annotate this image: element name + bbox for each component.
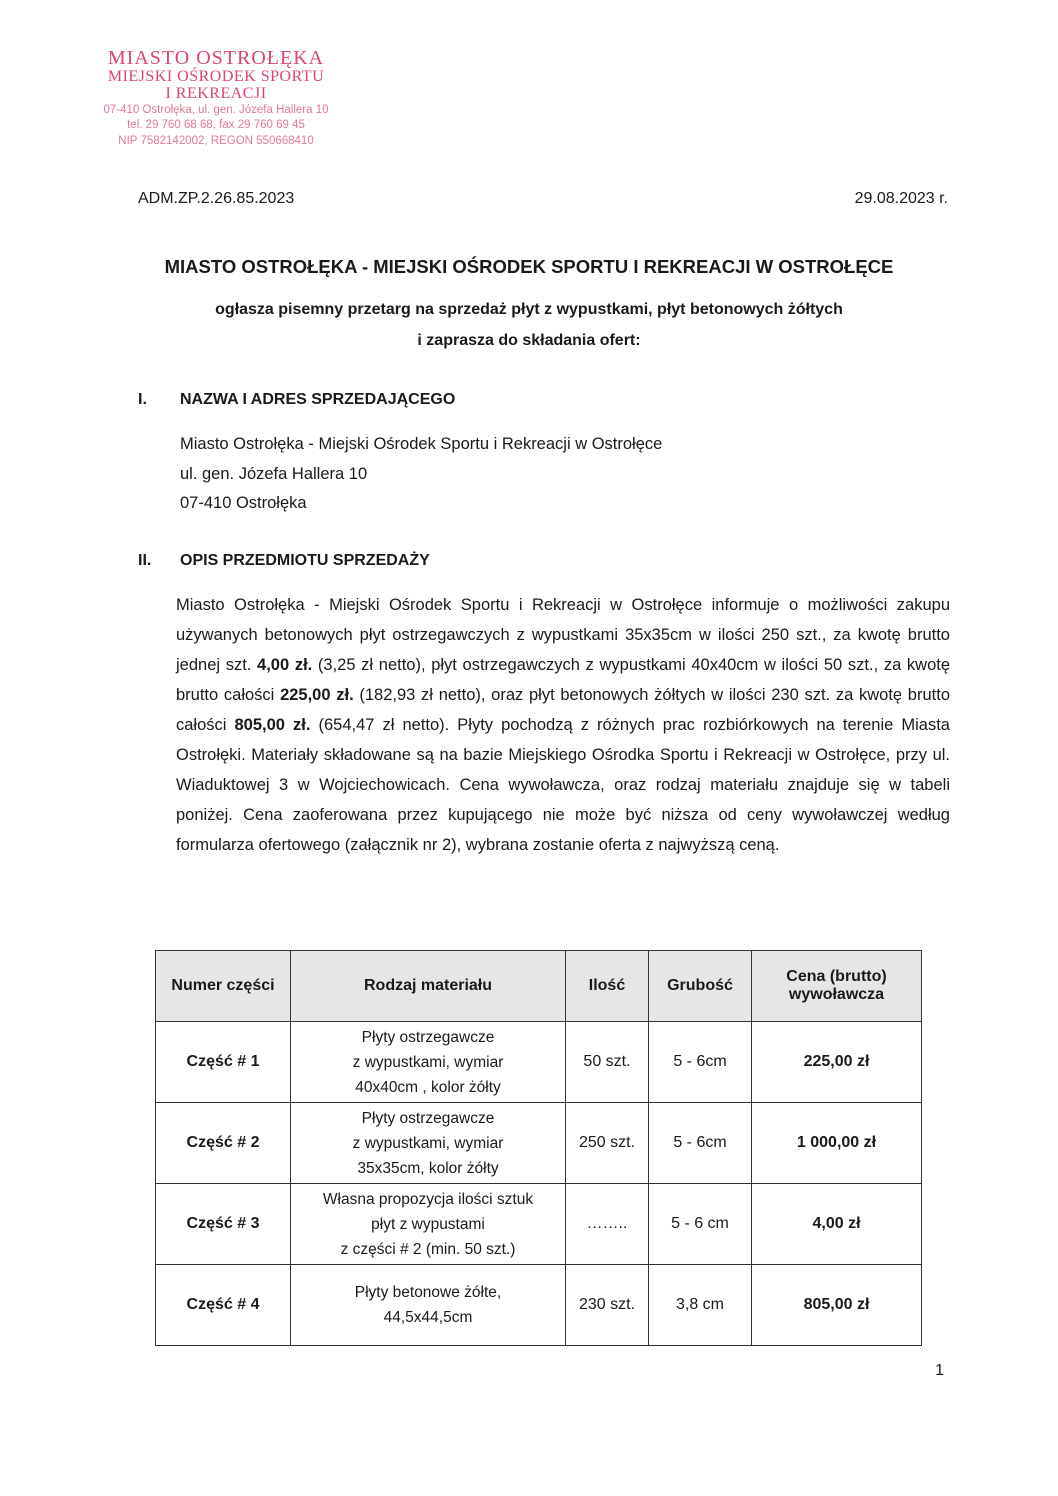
yellow-plates-price-bold: 805,00 zł. — [234, 716, 311, 734]
quantity: 230 szt. — [566, 1265, 649, 1346]
document-title: MIASTO OSTROŁĘKA - MIEJSKI OŚRODEK SPORTU I REKREACJI W OSTROŁĘCE — [164, 256, 894, 277]
stamp-line-2: MIEJSKI OŚRODEK SPORTU — [107, 68, 325, 85]
table-row — [156, 1022, 922, 1103]
material-line: Płyty ostrzegawcze — [361, 1109, 495, 1127]
stamp-line-6: NIP 7582142002, REGON 550668410 — [118, 134, 314, 147]
part-number: Część # 4 — [156, 1265, 291, 1346]
price: 225,00 zł — [752, 1022, 922, 1103]
address-line: Miasto Ostrołęka - Miejski Ośrodek Sportu i Rekreacji w Ostrołęce — [180, 435, 663, 453]
thickness: 5 - 6 cm — [649, 1184, 752, 1265]
material-line: 35x35cm, kolor żółty — [357, 1159, 499, 1177]
header-price: Cena (brutto) wywoławcza — [752, 951, 922, 1022]
header-part-number: Numer części — [156, 951, 291, 1022]
table-header-row — [156, 951, 922, 1022]
table-row — [156, 1265, 922, 1346]
unit-price-bold: 4,00 zł. — [257, 656, 313, 674]
materials-table — [155, 950, 922, 1346]
seller-address — [180, 430, 662, 519]
material-line: Płyty betonowe żółte, — [354, 1284, 502, 1301]
reference-number: ADM.ZP.2.26.85.2023 — [138, 190, 295, 207]
page-number: 1 — [935, 1362, 944, 1379]
material-description — [291, 1184, 566, 1265]
total-price-bold: 225,00 zł. — [280, 686, 354, 704]
section-2-title: OPIS PRZEDMIOTU SPRZEDAŻY — [180, 552, 430, 569]
stamp-line-1: MIASTO OSTROŁĘKA — [107, 47, 325, 69]
material-line: Płyty ostrzegawcze — [361, 1028, 495, 1046]
stamp-line-5: tel. 29 760 68 68, fax 29 760 69 45 — [127, 119, 305, 132]
part-number: Część # 2 — [156, 1103, 291, 1184]
section-1-title: NAZWA I ADRES SPRZEDAJĄCEGO — [180, 391, 456, 408]
document-subtitle — [0, 294, 1058, 356]
subtitle-line-2: i zaprasza do składania ofert: — [417, 332, 641, 349]
thickness: 3,8 cm — [649, 1265, 752, 1346]
material-description — [291, 1103, 566, 1184]
material-line: z wypustkami, wymiar — [352, 1053, 504, 1071]
subtitle-line-1: ogłasza pisemny przetarg na sprzedaż płyt z wypustkami, płyt betonowych żółtych — [215, 301, 843, 318]
material-description — [291, 1265, 566, 1346]
table-row — [156, 1184, 922, 1265]
sale-description — [176, 590, 950, 860]
material-line: 44,5x44,5cm — [383, 1309, 473, 1326]
quantity: 250 szt. — [566, 1103, 649, 1184]
header-thickness: Grubość — [649, 951, 752, 1022]
address-line: ul. gen. Józefa Hallera 10 — [180, 464, 368, 483]
institution-stamp — [66, 48, 366, 149]
description-text: (3,25 zł netto), płyt ostrzegawczych z wypustkami 40x40cm w ilości 50 szt., za kwotę brutto całości — [176, 656, 951, 704]
material-description — [291, 1022, 566, 1103]
document-date: 29.08.2023 r. — [854, 190, 948, 207]
thickness: 5 - 6cm — [649, 1103, 752, 1184]
header-quantity: Ilość — [566, 951, 649, 1022]
section-1-number: I. — [138, 391, 147, 408]
table-row — [156, 1103, 922, 1184]
material-line: 40x40cm , kolor żółty — [355, 1078, 501, 1096]
part-number: Część # 3 — [156, 1184, 291, 1265]
description-text: (654,47 zł netto). Płyty pochodzą z różnych prac rozbiórkowych na terenie Miasta Ostrołęki. Materiały składowane są na bazie Miejskiego Ośrodka Sportu i Rekreacji w Ostrołęce, przy ul. Wiaduktowej 3 w Wojciechowicach. Cena wywoławcza, oraz rodzaj materiału znajduje się w tabeli poniżej. Cena zaoferowana przez kupującego nie może być niższa od ceny wywoławczej według formularza ofertowego (załącznik nr 2), wybrana zostanie oferta z najwyższą ceną. — [176, 716, 950, 854]
material-line: Własna propozycja ilości sztuk — [322, 1190, 534, 1208]
quantity: …….. — [566, 1184, 649, 1265]
material-line: płyt z wypustami — [371, 1215, 485, 1233]
section-2-heading — [138, 552, 430, 570]
section-1-heading — [138, 391, 455, 409]
description-text: Miasto Ostrołęka - Miejski Ośrodek Sportu i Rekreacji w Ostrołęce informuje o możliwości zakupu używanych betonowych płyt ostrzegawczych z wypustkami 35x35cm w ilości 250 szt., za kwotę brutto jednej szt. — [176, 596, 950, 674]
header-material: Rodzaj materiału — [291, 951, 566, 1022]
material-line: z wypustkami, wymiar — [352, 1134, 504, 1152]
section-2-number: II. — [138, 552, 152, 569]
thickness: 5 - 6cm — [649, 1022, 752, 1103]
stamp-line-4: 07-410 Ostrołęka, ul. gen. Józefa Hallera 10 — [103, 103, 329, 116]
stamp-line-3: I REKREACJI — [165, 84, 267, 102]
price: 805,00 zł — [752, 1265, 922, 1346]
part-number: Część # 1 — [156, 1022, 291, 1103]
price: 4,00 zł — [752, 1184, 922, 1265]
quantity: 50 szt. — [566, 1022, 649, 1103]
description-text: (182,93 zł netto), oraz płyt betonowych żółtych w ilości 230 szt. za kwotę brutto całości — [176, 686, 951, 734]
price: 1 000,00 zł — [752, 1103, 922, 1184]
address-line: 07-410 Ostrołęka — [180, 494, 307, 512]
material-line: z części # 2 (min. 50 szt.) — [340, 1240, 516, 1258]
